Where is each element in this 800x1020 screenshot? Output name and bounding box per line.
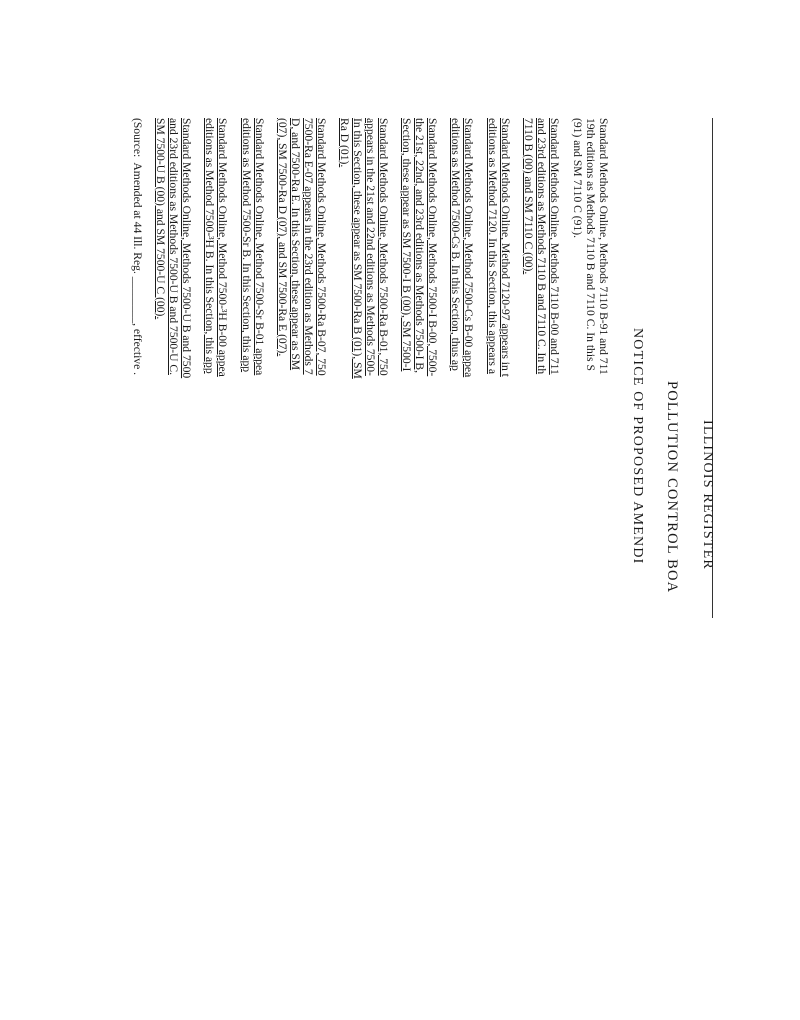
paragraph: Standard Methods Online, Methods 7500-U B and 7500 and 23rd editions as Methods 7500-U B and 7500-U C. SM 7500-U B (00) and SM 7500-U C (00). [154, 118, 194, 379]
paragraph: Standard Methods Online, Methods 7110 B-00 and 711 and 23rd editions as Methods 7110 B and 7110 C. In th 7110 B (00) and SM 7110 C (00). [521, 118, 561, 375]
paragraph: Standard Methods Online, Methods 7500-Ra B-01, 750 appears in the 21st and 22nd editions as Methods 7500- In this Section, these appear as SM 7500-Ra B (01), SM Ra D (01). [338, 118, 391, 379]
paragraph: Standard Methods Online, Methods 7110 B-91 and 711 19th editions as Methods 7110 B and 7110 C. In this S (91) and SM 7110 C (91). [571, 118, 610, 375]
paragraph: Standard Methods Online, Method 7500-Cs B-00 appea editions as Method 7500-Cs B. In this Section, thus ap [449, 118, 476, 378]
rotated-page [120, 118, 720, 618]
paragraph: Standard Methods Online, Method 7500-³H B-00 appea editions as Method 7500-³H B. In this Section, this app [203, 118, 230, 377]
document-body [121, 118, 610, 718]
paragraph: Standard Methods Online, Method 7500-Sr B-01 appea editions as Method 7500-Sr B. In this Section, this app [239, 118, 266, 376]
register-header: ILLINOIS REGISTER [700, 420, 715, 570]
paragraph: Standard Methods Online, Methods 7500-Ra B-07, 750 7500-Ra E-07 appears in the 23rd edition as Methods 7 D, and 7500-Ra E. In this Section, these appear as SM (07), SM 7500-Ra D (07), and SM 7500-Ra E (07). [275, 118, 328, 376]
paragraph: Standard Methods Online, Method 7120-97 appears in t editions as Method 7120. In this Section, this appears a [485, 118, 512, 377]
source-line: (Source: Amended at 44 Ill. Reg. ________, effective . [131, 118, 145, 376]
notice-header: NOTICE OF PROPOSED AMENDI [630, 328, 645, 565]
board-header: POLLUTION CONTROL BOA [664, 381, 680, 594]
paragraph: Standard Methods Online, Methods 7500-I B-00, 7500- the 21st, 22nd, and 23rd editions as Methods 7500-I B, Section, these appear as SM 7500-I B (00), SM 7500-I [400, 118, 440, 377]
